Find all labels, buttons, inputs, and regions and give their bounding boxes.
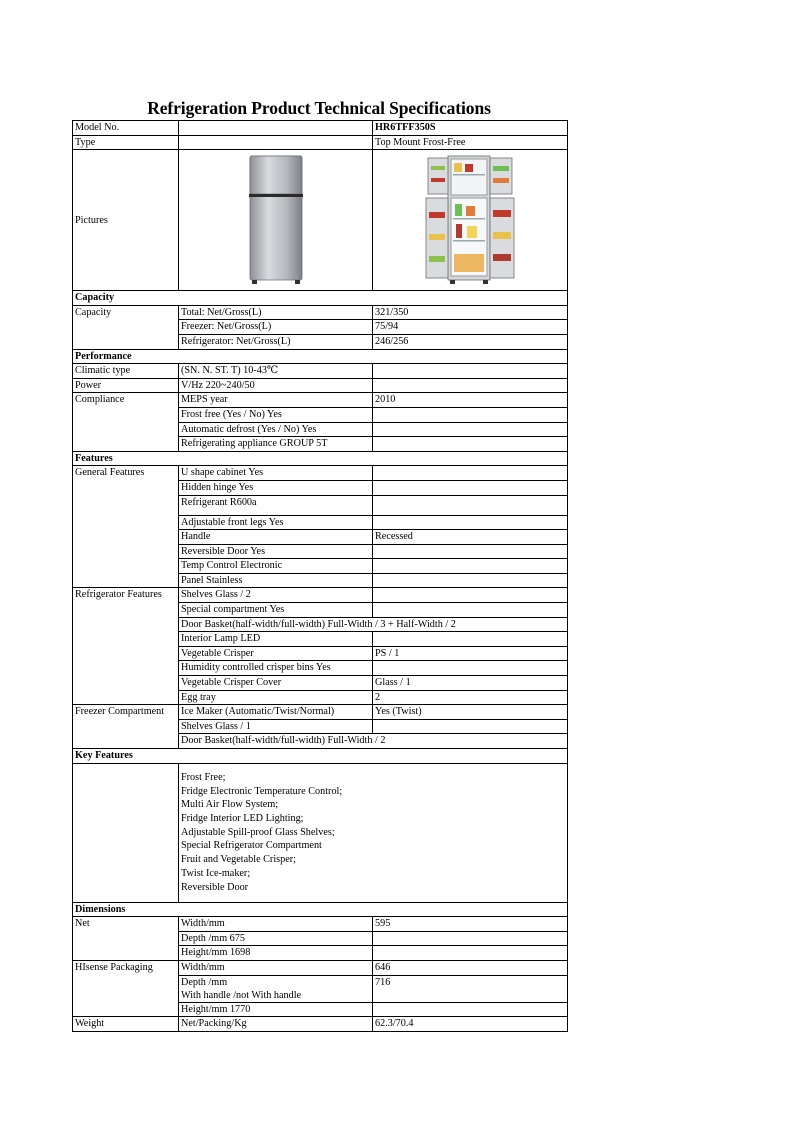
packaging-row-0 — [73, 960, 568, 975]
net-value: 595 — [373, 917, 568, 932]
weight-value: 62.3/70.4 — [373, 1017, 568, 1032]
compliance-label: Compliance — [73, 393, 179, 451]
freezer-value: Yes (Twist) — [373, 705, 568, 720]
key-feature-item: Adjustable Spill-proof Glass Shelves; — [181, 826, 335, 838]
key-features-section-row — [73, 749, 568, 764]
freezer-value — [373, 719, 568, 734]
general-item: Refrigerant R600a — [179, 495, 373, 515]
model-label: Model No. — [73, 121, 179, 136]
packaging-height-item: Height/mm 1770 — [179, 1002, 373, 1017]
compliance-value — [373, 422, 568, 437]
refrigerator-value — [373, 661, 568, 676]
capacity-item: Freezer: Net/Gross(L) — [179, 320, 373, 335]
key-feature-item: Fridge Interior LED Lighting; — [181, 813, 304, 825]
capacity-label: Capacity — [73, 305, 179, 349]
weight-row — [73, 1017, 568, 1032]
capacity-item: Total: Net/Gross(L) — [179, 305, 373, 320]
general-item: Hidden hinge Yes — [179, 480, 373, 495]
general-value — [373, 559, 568, 574]
power-value: V/Hz 220~240/50 — [179, 378, 373, 393]
packaging-depth-line: With handle /not With handle — [181, 989, 302, 1001]
power-row — [73, 378, 568, 393]
freezer-compartment-label: Freezer Compartment — [73, 705, 179, 749]
compliance-row-0 — [73, 393, 568, 408]
compliance-value — [373, 407, 568, 422]
fridge-open-image — [420, 154, 520, 286]
freezer-item: Door Basket(half-width/full-width) Full-Width / 2 — [179, 734, 568, 749]
refrigerator-item: Interior Lamp LED — [179, 632, 373, 647]
net-item: Depth /mm 675 — [179, 931, 373, 946]
refrigerator-value: PS / 1 — [373, 646, 568, 661]
key-feature-item: Frost Free; — [181, 771, 226, 783]
general-value — [373, 495, 568, 515]
freezer-item: Ice Maker (Automatic/Twist/Normal) — [179, 705, 373, 720]
refrigerator-value: Glass / 1 — [373, 676, 568, 691]
general-value — [373, 544, 568, 559]
key-feature-item: Twist Ice-maker; — [181, 867, 251, 879]
type-value: Top Mount Frost-Free — [373, 135, 568, 150]
compliance-item: Automatic defrost (Yes / No) Yes — [179, 422, 373, 437]
model-value: HR6TFF350S — [373, 121, 568, 136]
general-item: Temp Control Electronic — [179, 559, 373, 574]
capacity-value: 321/350 — [373, 305, 568, 320]
refrigerator-item: Egg tray — [179, 690, 373, 705]
packaging-depth-item — [179, 975, 373, 1002]
page-title: Refrigeration Product Technical Specifications — [147, 98, 491, 118]
compliance-value — [373, 437, 568, 452]
capacity-value: 75/94 — [373, 320, 568, 335]
capacity-section-row — [73, 291, 568, 306]
capacity-value: 246/256 — [373, 334, 568, 349]
fridge-closed-image — [236, 154, 316, 286]
model-spacer — [179, 121, 373, 136]
packaging-height-value — [373, 1002, 568, 1017]
key-features-spacer — [73, 763, 179, 902]
power-extra — [373, 378, 568, 393]
packaging-depth-line: Depth /mm — [181, 976, 228, 988]
climatic-row — [73, 364, 568, 379]
section-key-features: Key Features — [73, 749, 568, 764]
features-section-row — [73, 451, 568, 466]
weight-label: Weight — [73, 1017, 179, 1032]
section-dimensions: Dimensions — [73, 902, 568, 917]
general-item: Handle — [179, 530, 373, 545]
packaging-width-item: Width/mm — [179, 960, 373, 975]
net-label: Net — [73, 917, 179, 961]
type-label: Type — [73, 135, 179, 150]
refrigerator-value: 2 — [373, 690, 568, 705]
power-label: Power — [73, 378, 179, 393]
general-value — [373, 573, 568, 588]
packaging-depth-value: 716 — [373, 975, 568, 1002]
general-value: Recessed — [373, 530, 568, 545]
packaging-width-value: 646 — [373, 960, 568, 975]
refrigerator-value — [373, 632, 568, 647]
general-value — [373, 515, 568, 530]
general-item: Adjustable front legs Yes — [179, 515, 373, 530]
model-row — [73, 121, 568, 136]
section-performance: Performance — [73, 349, 568, 364]
type-row — [73, 135, 568, 150]
key-feature-item: Reversible Door — [181, 881, 249, 893]
general-value — [373, 466, 568, 481]
compliance-item: MEPS year — [179, 393, 373, 408]
general-row-0 — [73, 466, 568, 481]
refrigerator-features-label: Refrigerator Features — [73, 588, 179, 705]
section-features: Features — [73, 451, 568, 466]
key-feature-item: Fruit and Vegetable Crisper; — [181, 854, 296, 866]
freezer-item: Shelves Glass / 1 — [179, 719, 373, 734]
general-value — [373, 480, 568, 495]
key-features-row — [73, 763, 568, 902]
net-value — [373, 946, 568, 961]
fridge-open-picture-cell — [373, 150, 568, 291]
compliance-item: Frost free (Yes / No) Yes — [179, 407, 373, 422]
weight-item: Net/Packing/Kg — [179, 1017, 373, 1032]
performance-section-row — [73, 349, 568, 364]
capacity-row-0 — [73, 305, 568, 320]
general-item: U shape cabinet Yes — [179, 466, 373, 481]
net-row-0 — [73, 917, 568, 932]
general-features-label: General Features — [73, 466, 179, 588]
net-item: Width/mm — [179, 917, 373, 932]
key-feature-item: Special Refrigerator Compartment — [181, 840, 322, 852]
capacity-item: Refrigerator: Net/Gross(L) — [179, 334, 373, 349]
refrigerator-value — [373, 603, 568, 618]
general-item: Panel Stainless — [179, 573, 373, 588]
refrigerator-value — [373, 588, 568, 603]
climatic-value: (SN. N. ST. T) 10-43℃ — [179, 364, 373, 379]
key-feature-item: Fridge Electronic Temperature Control; — [181, 785, 343, 797]
climatic-extra — [373, 364, 568, 379]
freezer-row-0 — [73, 705, 568, 720]
compliance-value: 2010 — [373, 393, 568, 408]
packaging-label: HIsense Packaging — [73, 960, 179, 1016]
refrigerator-item: Door Basket(half-width/full-width) Full-Width / 3 + Half-Width / 2 — [179, 617, 568, 632]
general-item: Reversible Door Yes — [179, 544, 373, 559]
refrigerator-item: Vegetable Crisper — [179, 646, 373, 661]
section-capacity: Capacity — [73, 291, 568, 306]
type-spacer — [179, 135, 373, 150]
key-feature-item: Multi Air Flow System; — [181, 799, 279, 811]
pictures-label: Pictures — [73, 150, 179, 291]
net-value — [373, 931, 568, 946]
refrigerator-item: Shelves Glass / 2 — [179, 588, 373, 603]
net-item: Height/mm 1698 — [179, 946, 373, 961]
refrigerator-item: Special compartment Yes — [179, 603, 373, 618]
dimensions-section-row — [73, 902, 568, 917]
spec-table — [72, 120, 568, 1032]
refrigerator-row-0 — [73, 588, 568, 603]
compliance-item: Refrigerating appliance GROUP 5T — [179, 437, 373, 452]
fridge-closed-picture-cell — [179, 150, 373, 291]
key-features-list — [179, 763, 568, 902]
refrigerator-item: Humidity controlled crisper bins Yes — [179, 661, 373, 676]
pictures-row — [73, 150, 568, 291]
climatic-label: Climatic type — [73, 364, 179, 379]
refrigerator-item: Vegetable Crisper Cover — [179, 676, 373, 691]
